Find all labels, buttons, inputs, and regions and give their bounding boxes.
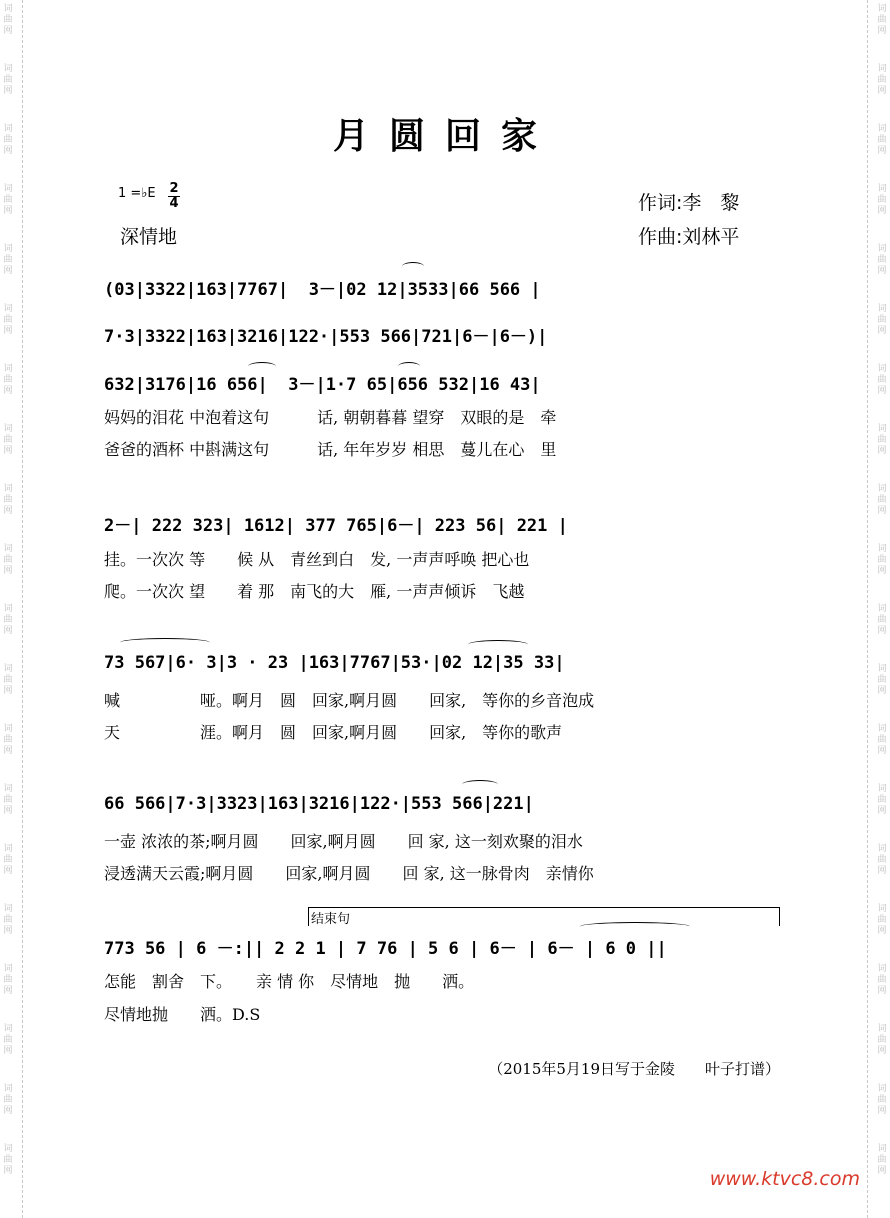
lyric-line-5-verse-2: 天 涯。啊月 圆 回家,啊月圆 回家, 等你的歌声 xyxy=(104,723,563,742)
key-signature: 1 =♭E xyxy=(118,186,156,201)
margin-watermark: 词 曲 网 xyxy=(877,4,887,36)
lyric-line-6-verse-1: 一壶 浓浓的茶;啊月圆 回家,啊月圆 回 家, 这一刻欢聚的泪水 xyxy=(104,832,583,851)
lyric-line-4-verse-1: 挂。一次次 等 候 从 青丝到白 发, 一声声呼唤 把心也 xyxy=(104,550,530,569)
margin-watermark: 词 曲 网 xyxy=(877,964,887,996)
composer-credit: 作曲:刘林平 xyxy=(638,226,740,248)
lyric-line-3-verse-1: 妈妈的泪花 中泡着这句 话, 朝朝暮暮 望穿 双眼的是 牵 xyxy=(104,408,557,427)
margin-watermark: 词 曲 网 xyxy=(877,664,887,696)
lyric-line-7-verse-1: 怎能 割舍 下。 亲 情 你 尽情地 抛 洒。 xyxy=(104,972,475,991)
margin-watermark: 词 曲 网 xyxy=(3,184,13,216)
notation-line-5: 73 567|6· 3|3 · 23 |163|7767|53·|02 12|35 33| xyxy=(104,653,565,673)
lyric-line-5-verse-1: 喊 哑。啊月 圆 回家,啊月圆 回家, 等你的乡音泡成 xyxy=(104,691,595,710)
margin-watermark: 词 曲 网 xyxy=(3,364,13,396)
notation-line-2: 7·3|3322|163|3216|122·|553 566|721|6－|6－)| xyxy=(104,327,548,347)
margin-watermark: 词 曲 网 xyxy=(877,604,887,636)
margin-watermark: 词 曲 网 xyxy=(877,364,887,396)
margin-watermark: 词 曲 网 xyxy=(3,964,13,996)
margin-watermark: 词 曲 网 xyxy=(877,244,887,276)
margin-watermark: 词 曲 网 xyxy=(3,1084,13,1116)
margin-watermark: 词 曲 网 xyxy=(3,544,13,576)
footnote: （2015年5月19日写于金陵 叶子打谱） xyxy=(488,1060,780,1078)
slur-mark xyxy=(580,922,690,931)
margin-watermark: 词 曲 网 xyxy=(877,484,887,516)
margin-watermark: 词 曲 网 xyxy=(3,304,13,336)
margin-watermark: 词 曲 网 xyxy=(877,124,887,156)
ending-bracket xyxy=(308,907,780,926)
margin-watermark: 词 曲 网 xyxy=(3,784,13,816)
margin-watermark: 词 曲 网 xyxy=(877,784,887,816)
ending-label: 结束句 xyxy=(311,912,351,927)
tempo-marking: 深情地 xyxy=(120,226,178,248)
slur-mark xyxy=(120,638,210,647)
song-title: 月圆回家 xyxy=(332,115,557,157)
notation-line-7: 773 56 | 6 －:|| 2 2 1 | 7 76 | 5 6 | 6－ | 6－ | 6 0 || xyxy=(104,939,667,959)
margin-watermark: 词 曲 网 xyxy=(3,904,13,936)
time-signature-top: 2 xyxy=(169,181,179,196)
website-watermark: www.ktvc8.com xyxy=(709,1168,860,1190)
margin-watermark: 词 曲 网 xyxy=(877,64,887,96)
time-signature xyxy=(168,182,180,211)
slur-mark xyxy=(402,262,424,271)
margin-watermark: 词 曲 网 xyxy=(3,484,13,516)
margin-watermark: 词 曲 网 xyxy=(877,184,887,216)
margin-watermark: 词 曲 网 xyxy=(877,724,887,756)
margin-watermark: 词 曲 网 xyxy=(877,1084,887,1116)
slur-mark xyxy=(462,780,498,789)
margin-watermark: 词 曲 网 xyxy=(3,1024,13,1056)
lyric-line-6-verse-2: 浸透满天云霞;啊月圆 回家,啊月圆 回 家, 这一脉骨肉 亲情你 xyxy=(104,864,594,883)
lyricist-credit: 作词:李 黎 xyxy=(638,192,740,214)
margin-watermark: 词 曲 网 xyxy=(3,124,13,156)
lyric-line-3-verse-2: 爸爸的酒杯 中斟满这句 话, 年年岁岁 相思 蔓儿在心 里 xyxy=(104,440,557,459)
margin-watermark: 词 曲 网 xyxy=(877,1144,887,1176)
margin-watermark: 词 曲 网 xyxy=(3,64,13,96)
margin-watermark: 词 曲 网 xyxy=(877,424,887,456)
slur-mark xyxy=(248,362,276,371)
margin-watermark: 词 曲 网 xyxy=(3,244,13,276)
margin-watermark: 词 曲 网 xyxy=(3,1144,13,1176)
margin-watermark: 词 曲 网 xyxy=(3,4,13,36)
margin-watermark: 词 曲 网 xyxy=(3,724,13,756)
margin-watermark: 词 曲 网 xyxy=(3,844,13,876)
lyric-line-7-verse-2: 尽情地抛 洒。D.S xyxy=(104,1005,261,1024)
margin-watermark: 词 曲 网 xyxy=(877,904,887,936)
slur-mark xyxy=(398,362,420,371)
margin-watermark: 词 曲 网 xyxy=(877,544,887,576)
margin-watermark: 词 曲 网 xyxy=(877,1024,887,1056)
slur-mark xyxy=(468,640,528,649)
margin-watermark: 词 曲 网 xyxy=(3,604,13,636)
notation-line-1: (03|3322|163|7767| 3－|02 12|3533|66 566 | xyxy=(104,280,541,300)
margin-watermark: 词 曲 网 xyxy=(877,844,887,876)
margin-watermark: 词 曲 网 xyxy=(877,304,887,336)
notation-line-4: 2－| 222 323| 1612| 377 765|6－| 223 56| 221 | xyxy=(104,516,568,536)
time-signature-bottom: 4 xyxy=(169,196,179,211)
notation-line-6: 66 566|7·3|3323|163|3216|122·|553 566|221| xyxy=(104,794,534,814)
margin-watermark: 词 曲 网 xyxy=(3,664,13,696)
margin-watermark: 词 曲 网 xyxy=(3,424,13,456)
notation-line-3: 632|3176|16 656| 3－|1·7 65|656 532|16 43| xyxy=(104,375,541,395)
lyric-line-4-verse-2: 爬。一次次 望 着 那 南飞的大 雁, 一声声倾诉 飞越 xyxy=(104,582,525,601)
